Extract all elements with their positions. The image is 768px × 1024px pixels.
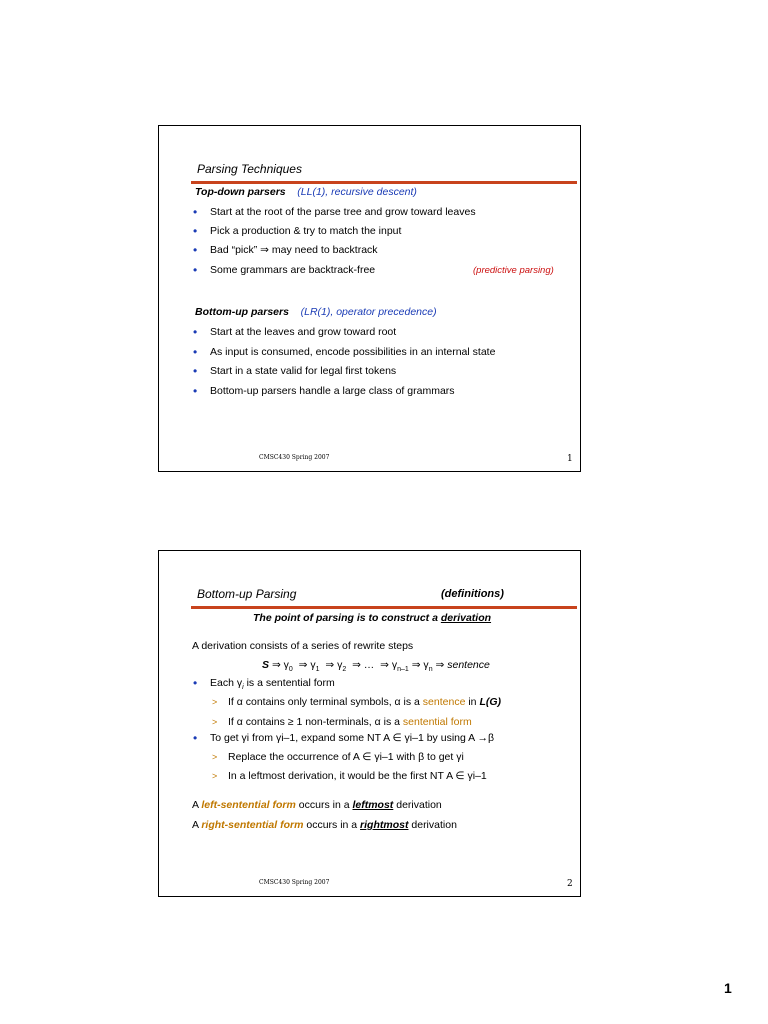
if2-form: sentential form [402,716,472,728]
leftmost-line: In a leftmost derivation, it would be the first NT A ∈ γi–1 [228,770,487,782]
formula-sentence: sentence [447,659,490,671]
topdown-note: (LL(1), recursive descent) [297,186,417,198]
slide-footer: CMSC430 Spring 2007 [259,879,330,886]
bullet-icon: • [193,676,198,690]
subtitle [253,612,491,624]
subtitle-text: The point of parsing is to construct a [253,612,438,624]
bottomup-note: (LR(1), operator precedence) [300,306,437,318]
sub-bullet-icon: > [212,717,218,727]
bullet-icon: • [193,345,198,359]
subtitle-link: derivation [440,612,492,624]
bottomup-heading-row [195,306,437,318]
slide-title: Parsing Techniques [197,162,302,176]
each-gamma: Each $\gamma_i$ is a sentential form [210,677,335,692]
topdown-heading: Top-down parsers [195,186,286,198]
bullet-icon: • [193,263,198,277]
bullet-icon: • [193,205,198,219]
if1-text: If α contains only terminal symbols, α is a [228,696,423,708]
rsf-pre: A [192,819,202,831]
topdown-heading-row [195,186,417,198]
each-post: is a sentential form [243,677,335,689]
bullet-icon: • [193,731,198,745]
list-item: Pick a production & try to match the input [210,225,402,237]
formula-step: ⇒ γ [271,659,289,671]
formula-start: S [262,659,270,671]
list-item: Bad “pick” ⇒ may need to backtrack [210,244,378,256]
if2-text: If α contains ≥ 1 non-terminals, α is a [228,716,403,728]
list-item: Some grammars are backtrack-free [210,264,376,276]
bullet-icon: • [193,325,198,339]
replace-line: Replace the occurrence of A ∈ γi–1 with β to get γi [228,751,464,763]
lsf-keyword: leftmost [352,799,394,811]
lsf-pre: A [192,799,202,811]
bottomup-heading: Bottom-up parsers [195,306,289,318]
bullet-icon: • [193,224,198,238]
right-sentential-line [192,819,457,831]
bullet-icon: • [193,364,198,378]
rsf-post: derivation [408,819,457,831]
bullet-icon: • [193,384,198,398]
slide-footer: CMSC430 Spring 2007 [259,454,330,461]
formula: S ⇒ $\gamma_0$ ⇒ $\gamma_1$ ⇒ $\gamma_2$ ⇒ … ⇒ $\gamma_{n-1}$ ⇒ $\gamma_n$ ⇒ sentence [262,659,490,674]
slide-1 [158,125,581,472]
if1-in: in [465,696,480,708]
rsf-mid: occurs in a [303,819,361,831]
predictive-note: (predictive parsing) [473,265,554,276]
page-number: 1 [724,980,732,996]
bullet-icon: • [193,243,198,257]
title-rule [191,181,577,184]
title-note: (definitions) [441,588,504,600]
lsf-term: left-sentential form [201,799,296,811]
list-item: Start in a state valid for legal first tokens [210,365,397,377]
derivation-intro: A derivation consists of a series of rewrite steps [192,640,414,652]
rsf-term: right-sentential form [201,819,304,831]
sub-bullet-icon: > [212,752,218,762]
slide-page-number: 2 [567,879,573,889]
list-item: As input is consumed, encode possibilities in an internal state [210,346,496,358]
if1-language: L(G) [479,696,502,708]
if-nonterminal [228,716,472,728]
if1-sentence: sentence [422,696,466,708]
if-terminal [228,696,501,708]
to-get: To get γi from γi–1, expand some NT A ∈ γi–1 by using A →β [210,732,495,744]
title-rule [191,606,577,609]
list-item: Start at the leaves and grow toward root [210,326,397,338]
list-item: Start at the root of the parse tree and grow toward leaves [210,206,476,218]
sub-bullet-icon: > [212,697,218,707]
lsf-post: derivation [393,799,442,811]
lsf-mid: occurs in a [295,799,353,811]
rsf-keyword: rightmost [360,819,409,831]
left-sentential-line [192,799,442,811]
list-item: Bottom-up parsers handle a large class of grammars [210,385,455,397]
slide-title: Bottom-up Parsing [197,587,297,601]
slide-page-number: 1 [567,454,573,464]
sub-bullet-icon: > [212,771,218,781]
each-pre: Each γ [210,677,243,689]
slide-2 [158,550,581,897]
